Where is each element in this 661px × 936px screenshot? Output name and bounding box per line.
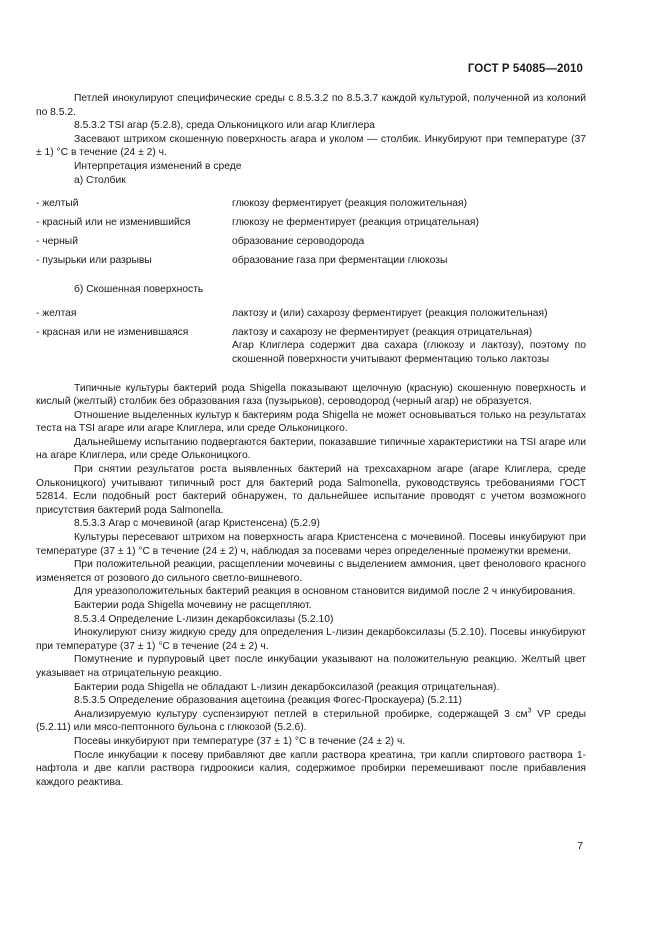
document-body [36, 92, 586, 789]
paragraph: Бактерии рода Shigella не обладают L-лизин декарбоксилазой (реакция отрицательная). [74, 681, 500, 693]
paragraph: Для уреазоположительных бактерий реакция в основном становится видимой после 2 ч инкубирования. [74, 586, 576, 598]
table-cell-color: - желтый [36, 198, 79, 210]
table-cell-meaning: глюкозу не ферментирует (реакция отрицательная) [232, 217, 479, 229]
slant-subheading: б) Скошенная поверхность [74, 284, 204, 296]
paragraph-text: Анализируемую культуру суспензируют петлей в стерильной пробирке, содержащей 3 см [74, 708, 528, 720]
table-cell-color: - черный [36, 236, 78, 248]
paragraph-text: VP среды (5.2.11) или мясо-пептонного бульона с глюкозой (5.2.6). [36, 708, 587, 734]
table-row [36, 254, 586, 268]
paragraph [36, 708, 586, 735]
table-cell-text: лактозу и сахарозу не ферментирует (реакция отрицательная) [232, 326, 533, 338]
table-cell-meaning [232, 326, 586, 367]
paragraph: Петлей инокулируют специфические среды с 8.5.3.2 по 8.5.3.7 каждой культурой, полученной из колоний по 8.5.2. [36, 93, 586, 118]
table-cell-meaning: глюкозу ферментирует (реакция положительная) [232, 198, 468, 210]
table-cell-meaning: образование сероводорода [232, 236, 365, 248]
paragraph: Инокулируют снизу жидкую среду для определения L-лизин декарбоксилазы (5.2.10). Посевы инкубируют при температуре (37 ± 1) °C в течение (24 ± 2) ч. [36, 627, 586, 652]
table-row [36, 307, 586, 321]
table-cell-meaning: образование газа при ферментации глюкозы [232, 255, 448, 267]
table-row [36, 197, 586, 211]
section-heading-8-5-3-2: 8.5.3.2 TSI агар (5.2.8), среда Ольконицкого или агар Клиглера [74, 120, 375, 132]
paragraph: Бактерии рода Shigella мочевину не расщепляют. [74, 600, 312, 611]
slant-results-table [36, 307, 586, 367]
section-heading-8-5-3-4: 8.5.3.4 Определение L-лизин декарбоксилазы (5.2.10) [74, 613, 334, 625]
table-cell-meaning [232, 307, 586, 321]
column-subheading: а) Столбик [74, 174, 126, 186]
table-cell-color: - красный или не изменившийся [36, 217, 191, 229]
section-heading-8-5-3-5: 8.5.3.5 Определение образования ацетоина (реакция Фогес-Проскауера) (5.2.11) [74, 695, 462, 707]
paragraph: При положительной реакции, расщеплении мочевины с выделением аммония, цвет фенолового красного изменяется от розового до сильного светло-вишневого. [36, 559, 586, 584]
table-cell-text: лактозу и (или) сахарозу ферментирует (реакция положительная) [232, 307, 548, 319]
paragraph: Культуры пересевают штрихом на поверхность агара Кристенсена с мочевиной. Посевы инкубируют при температуре (37 ± 1) °C в течение (24 ± 2) ч, наблюдая за посевами через определенные промежутки времени. [36, 532, 586, 557]
paragraph: Посевы инкубируют при температуре (37 ± 1) °C в течение (24 ± 2) ч. [74, 735, 406, 747]
paragraph: Типичные культуры бактерий рода Shigella показывают щелочную (красную) скошенную поверхность и кислый (желтый) столбик без образования газа (пузырьков), сероводород (черный агар) не образуется. [36, 382, 586, 408]
paragraph: Дальнейшему испытанию подвергаются бактерии, показавшие типичные характеристики на TSI агаре или на агаре Клиглера, или среде Ольконицкого. [36, 436, 586, 462]
paragraph: Засевают штрихом скошенную поверхность агара и уколом — столбик. Инкубируют при температуре (37 ± 1) °C в течение (24 ± 2) ч. [36, 133, 586, 159]
table-row [36, 216, 586, 230]
table-cell-color: - пузырьки или разрывы [36, 255, 152, 267]
superscript: 3 [527, 707, 532, 715]
table-cell-color: - желтая [36, 307, 77, 319]
section-heading-8-5-3-3: 8.5.3.3 Агар с мочевиной (агар Кристенсена) (5.2.9) [74, 518, 320, 530]
table-cell-color: - красная или не изменившаяся [36, 326, 189, 338]
paragraph: После инкубации к посеву прибавляют две капли раствора креатина, три капли спиртового раствора 1-нафтола и две капли раствора гидроокиси калия, содержимое пробирки перемешивают после прибавления каждого реактива. [36, 749, 586, 788]
column-results-table [36, 197, 586, 268]
table-cell-note: Агар Клиглера содержит два сахара (глюкозу и лактозу), поэтому по скошенной поверхности учитывают ферментацию только лактозы [232, 340, 586, 365]
standard-code-header: ГОСТ Р 54085—2010 [467, 63, 583, 75]
paragraph: Отношение выделенных культур к бактериям рода Shigella не может основываться только на результатах теста на TSI агаре или агаре Клиглера, или среде Ольконицкого. [36, 409, 586, 435]
page-number: 7 [577, 840, 583, 852]
table-row [36, 235, 586, 249]
paragraph: При снятии результатов роста выявленных бактерий на трехсахарном агаре (агаре Клиглера, среде Ольконицкого) учитывают типичный рост для бактерий рода Salmonella, руководствуясь требованиями ГОСТ 52814. Если подобный рост бактерий обнаружен, то дальнейшее испытание проводят с учетом возможного присутствия бактерий рода Salmonella. [36, 464, 586, 516]
paragraph: Интерпретация изменений в среде [74, 160, 242, 172]
paragraph: Помутнение и пурпуровый цвет после инкубации указывают на положительную реакцию. Желтый цвет указывает на отрицательную реакцию. [36, 654, 586, 679]
table-row [36, 326, 586, 367]
